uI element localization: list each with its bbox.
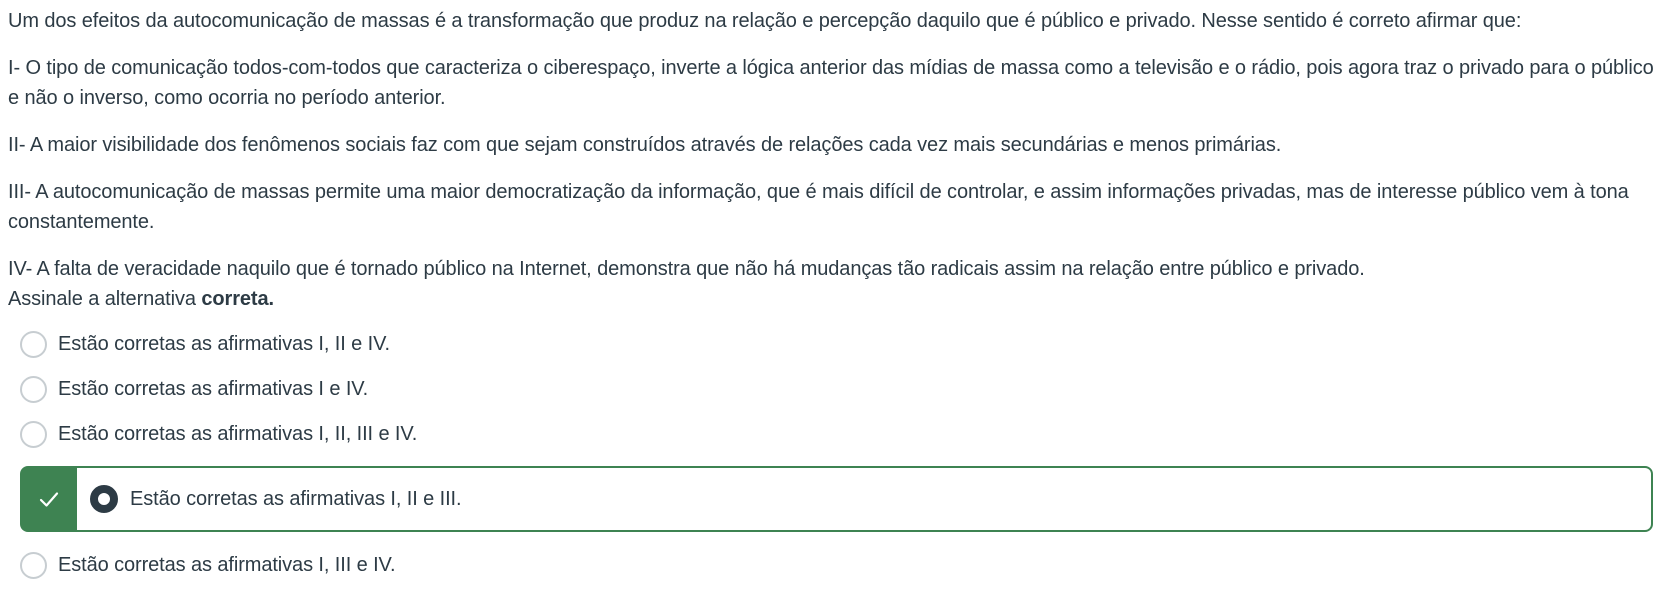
question-text [8,6,1654,314]
option-label: Estão corretas as afirmativas I e IV. [58,378,369,400]
statement-1: I- O tipo de comunicação todos-com-todos que caracteriza o ciberespaço, inverte a lógica anterior das mídias de massa como a televisão e o rádio, pois agora traz o privado para o público e não o inverso, como ocorria no período anterior. [8,57,1654,109]
answer-option-1[interactable] [20,331,1654,358]
radio-button-selected[interactable] [90,485,118,513]
statement-3: III- A autocomunicação de massas permite uma maior democratização da informação, que é mais difícil de controlar, e assim informações privadas, mas de interesse público vem à tona constantemente. [8,181,1629,233]
selected-answer-box[interactable] [77,466,1653,532]
answer-option-2[interactable] [20,376,1654,403]
statement-4: IV- A falta de veracidade naquilo que é tornado público na Internet, demonstra que não há mudanças tão radicais assim na relação entre público e privado. [8,258,1365,280]
radio-button-unselected[interactable] [20,331,47,358]
statement-2: II- A maior visibilidade dos fenômenos sociais faz com que sejam construídos através de relações cada vez mais secundárias e menos primárias. [8,134,1282,156]
answer-prompt-bold: correta. [201,288,274,310]
radio-button-unselected[interactable] [20,376,47,403]
option-label: Estão corretas as afirmativas I, II e IV. [58,333,390,355]
correct-answer-indicator [20,466,77,532]
answer-prompt-prefix: Assinale a alternativa [8,288,202,310]
answer-option-4-selected-correct[interactable] [20,466,1653,532]
question-intro: Um dos efeitos da autocomunicação de massas é a transformação que produz na relação e percepção daquilo que é público e privado. Nesse sentido é correto afirmar que: [8,10,1522,32]
option-label: Estão corretas as afirmativas I, II, III e IV. [58,423,418,445]
radio-button-unselected[interactable] [20,421,47,448]
option-label: Estão corretas as afirmativas I, III e IV. [58,554,396,576]
answer-options-list [20,331,1654,579]
answer-prompt [8,284,1654,314]
radio-button-unselected[interactable] [20,552,47,579]
answer-option-3[interactable] [20,421,1654,448]
check-icon [36,486,62,512]
option-label: Estão corretas as afirmativas I, II e III. [130,487,462,510]
answer-option-5[interactable] [20,552,1654,579]
